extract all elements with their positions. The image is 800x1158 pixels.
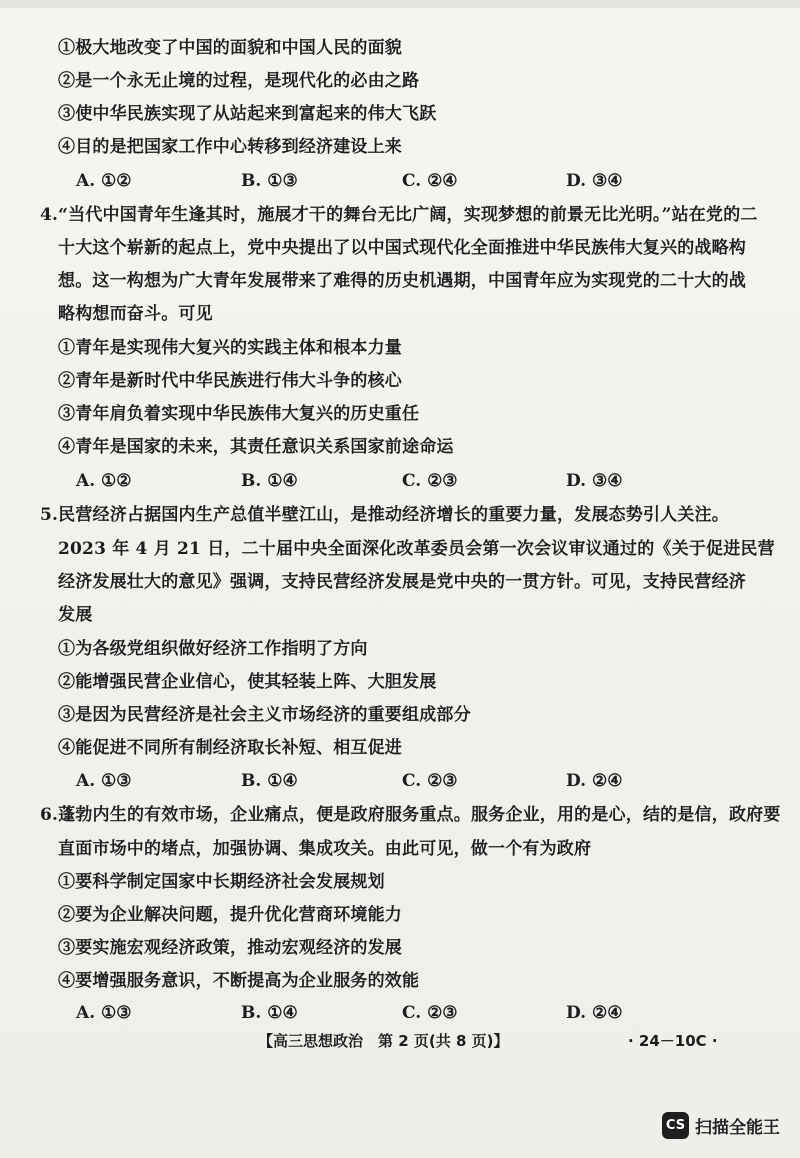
q5-choice-b: B. ①④ — [241, 771, 298, 791]
scanner-watermark — [662, 1110, 792, 1140]
q6-choice-d: D. ②④ — [566, 1003, 623, 1023]
q5-stem-line-1: 5.民营经济占据国内生产总值半壁江山，是推动经济增长的重要力量，发展态势引人关注。 — [40, 505, 729, 525]
q3-choice-b: B. ①③ — [241, 171, 298, 191]
q5-option-2: ②能增强民营企业信心，使其轻装上阵、大胆发展 — [58, 672, 437, 692]
q3-choice-d: D. ③④ — [566, 171, 623, 191]
q5-option-1: ①为各级党组织做好经济工作指明了方向 — [58, 639, 368, 659]
q4-option-3: ③青年肩负着实现中华民族伟大复兴的历史重任 — [58, 404, 420, 424]
q5-choice-a: A. ①③ — [76, 771, 132, 791]
q6-option-1: ①要科学制定国家中长期经济社会发展规划 — [58, 872, 385, 892]
camscanner-logo-icon: CS — [662, 1112, 689, 1139]
q4-choices — [0, 469, 800, 493]
scan-edge — [0, 0, 800, 8]
q3-choice-a: A. ①② — [76, 171, 132, 191]
q4-choice-c: C. ②③ — [402, 471, 458, 491]
q4-option-1: ①青年是实现伟大复兴的实践主体和根本力量 — [58, 338, 402, 358]
q5-choices — [0, 769, 800, 793]
q5-stem-line-3: 经济发展壮大的意见》强调，支持民营经济发展是党中央的一贯方针。可见，支持民营经济 — [58, 572, 746, 592]
q6-choices — [0, 1001, 800, 1025]
q3-choice-c: C. ②④ — [402, 171, 458, 191]
q6-option-2: ②要为企业解决问题，提升优化营商环境能力 — [58, 905, 402, 925]
q6-choice-a: A. ①③ — [76, 1003, 132, 1023]
footer-code: · 24－10C · — [628, 1032, 718, 1050]
q3-option-1: ①极大地改变了中国的面貌和中国人民的面貌 — [58, 38, 402, 58]
q4-choice-d: D. ③④ — [566, 471, 623, 491]
q6-option-3: ③要实施宏观经济政策，推动宏观经济的发展 — [58, 938, 402, 958]
q6-choice-b: B. ①④ — [241, 1003, 298, 1023]
q4-stem-line-4: 略构想而奋斗。可见 — [58, 304, 213, 324]
q5-stem-line-4: 发展 — [58, 605, 93, 625]
watermark-text: 扫描全能王 — [695, 1118, 780, 1138]
q6-stem-line-1: 6.蓬勃内生的有效市场，企业痛点，便是政府服务重点。服务企业，用的是心，结的是信，政府要 — [40, 805, 781, 825]
q4-stem-line-3: 想。这一构想为广大青年发展带来了难得的历史机遇期，中国青年应为实现党的二十大的战 — [58, 271, 746, 291]
footer-title: 【高三思想政治 第 2 页(共 8 页)】 — [258, 1032, 509, 1050]
q5-option-4: ④能促进不同所有制经济取长补短、相互促进 — [58, 738, 402, 758]
q6-stem-line-2: 直面市场中的堵点，加强协调、集成攻关。由此可见，做一个有为政府 — [58, 839, 592, 859]
q6-choice-c: C. ②③ — [402, 1003, 458, 1023]
q4-option-4: ④青年是国家的未来，其责任意识关系国家前途命运 — [58, 437, 454, 457]
q3-option-4: ④目的是把国家工作中心转移到经济建设上来 — [58, 137, 402, 157]
q3-choices — [0, 169, 800, 193]
q4-choice-a: A. ①② — [76, 471, 132, 491]
page-footer — [0, 1030, 800, 1054]
q5-choice-d: D. ②④ — [566, 771, 623, 791]
q4-option-2: ②青年是新时代中华民族进行伟大斗争的核心 — [58, 371, 402, 391]
q5-choice-c: C. ②③ — [402, 771, 458, 791]
q4-stem-line-1: 4.“当代中国青年生逢其时，施展才干的舞台无比广阔，实现梦想的前景无比光明。”站在党的二 — [40, 205, 758, 225]
q3-option-2: ②是一个永无止境的过程，是现代化的必由之路 — [58, 71, 420, 91]
q4-stem-line-2: 十大这个崭新的起点上，党中央提出了以中国式现代化全面推进中华民族伟大复兴的战略构 — [58, 238, 746, 258]
q5-option-3: ③是因为民营经济是社会主义市场经济的重要组成部分 — [58, 705, 471, 725]
q4-choice-b: B. ①④ — [241, 471, 298, 491]
q5-stem-line-2: 2023 年 4 月 21 日，二十届中央全面深化改革委员会第一次会议审议通过的《关于促进民营 — [58, 539, 775, 559]
q6-option-4: ④要增强服务意识，不断提高为企业服务的效能 — [58, 971, 420, 991]
q3-option-3: ③使中华民族实现了从站起来到富起来的伟大飞跃 — [58, 104, 437, 124]
